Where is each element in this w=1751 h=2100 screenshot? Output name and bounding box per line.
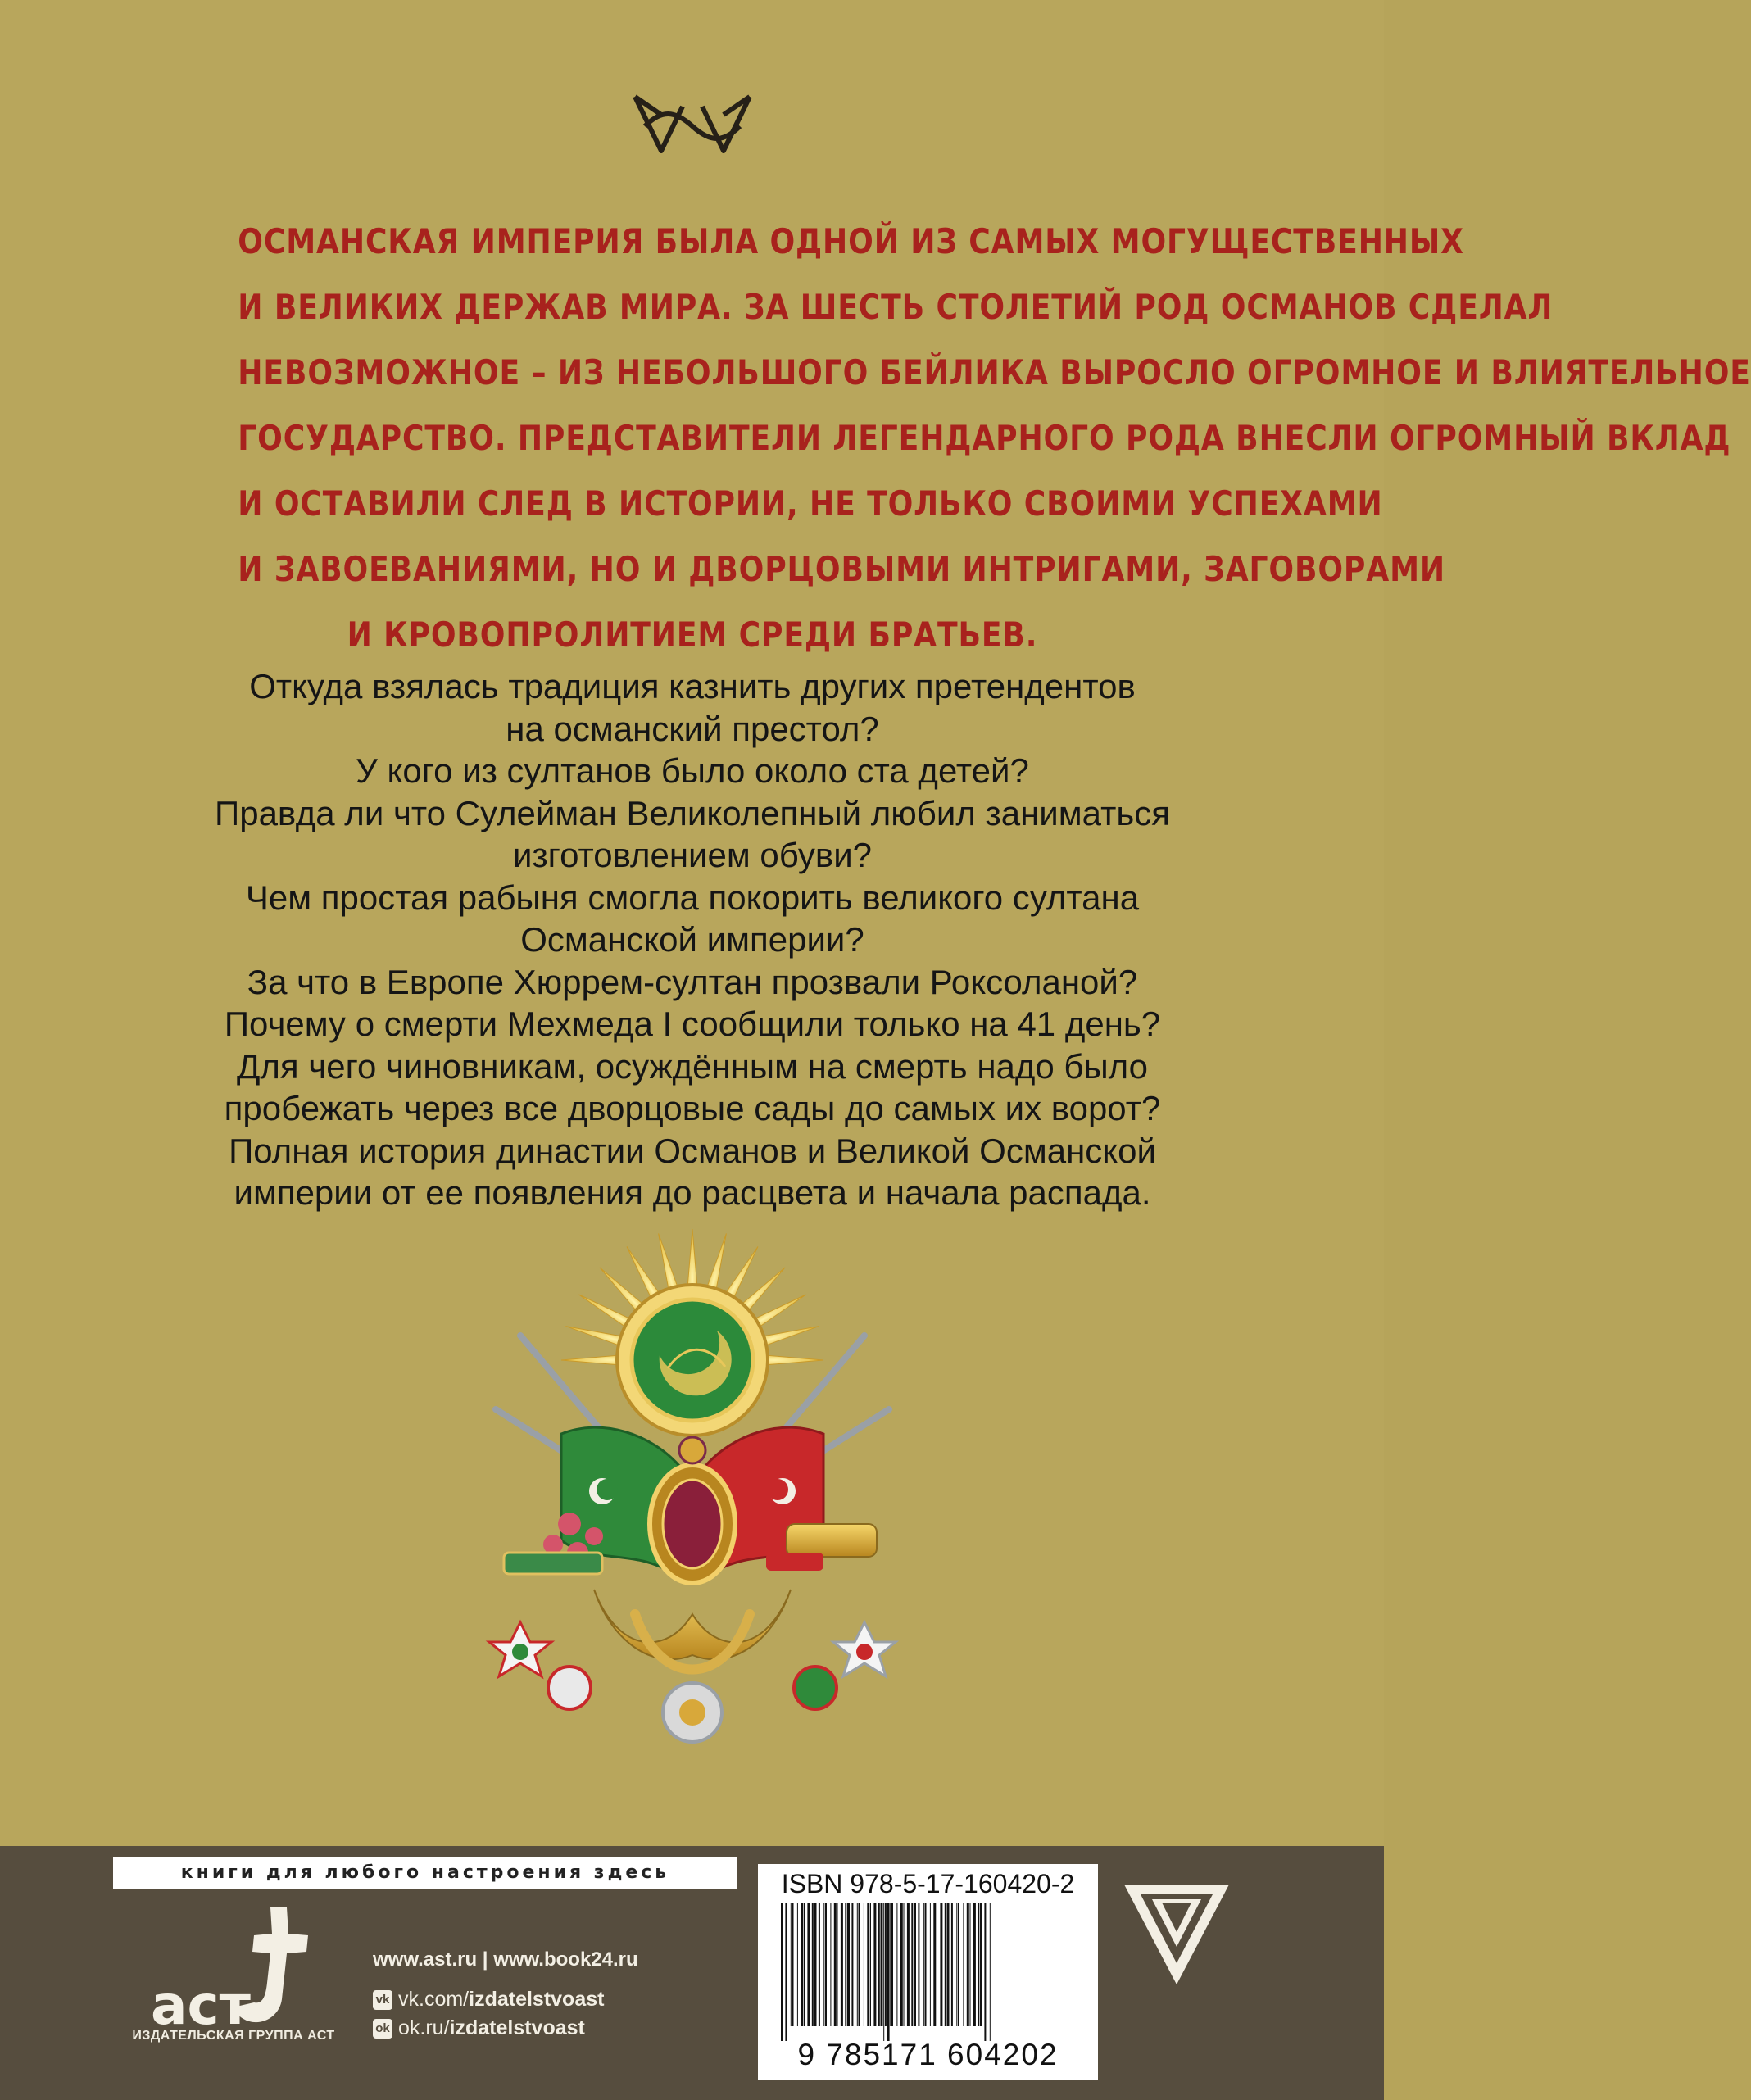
tagline: книги для любого настроения здесь [113, 1857, 737, 1889]
barcode-bar [837, 1903, 838, 2026]
blurb-line: ГОСУДАРСТВО. ПРЕДСТАВИТЕЛИ ЛЕГЕНДАРНОГО РОДА ВНЕСЛИ ОГРОМНЫЙ ВКЛАД [238, 418, 1731, 458]
barcode-bar [881, 1903, 883, 2026]
barcode-bar [814, 1903, 817, 2026]
barcode-bar [845, 1903, 846, 2026]
questions-block [164, 665, 1221, 1214]
barcode-bar [914, 1903, 916, 2026]
barcode-bar [791, 1903, 792, 2026]
publisher-logo [147, 1901, 311, 2040]
barcode-bar [847, 1903, 850, 2026]
barcode-bar [825, 1903, 827, 2026]
coat-of-arms-emblem [471, 1229, 914, 1753]
ornament-icon [628, 90, 756, 156]
barcode-bar [859, 1903, 860, 2026]
ok-prefix: ok.ru/ [398, 2016, 450, 2039]
publisher-caption: ИЗДАТЕЛЬСКАЯ ГРУППА АСТ [132, 2029, 335, 2043]
barcode-digits: 9 785171 604202 [797, 2038, 1059, 2071]
blurb-line: И КРОВОПРОЛИТИЕМ СРЕДИ БРАТЬЕВ. [347, 615, 1038, 655]
barcode-bar [870, 1903, 871, 2026]
barcode-bar [890, 1903, 891, 2026]
barcode-bar [819, 1903, 820, 2026]
barcode-bar [973, 1903, 976, 2026]
question-line: За что в Европе Хюррем-султан прозвали Роксоланой? [247, 962, 1138, 1001]
barcode-bar [857, 1903, 858, 2026]
blurb-line: И ОСТАВИЛИ СЛЕД В ИСТОРИИ, НЕ ТОЛЬКО СВОИМИ УСПЕХАМИ [238, 483, 1383, 524]
barcode-bar [933, 1903, 936, 2026]
isbn-barcode-box [758, 1864, 1098, 2080]
barcode-bar [947, 1903, 950, 2026]
barcode-bar [978, 1903, 979, 2026]
barcode-bar [785, 1903, 787, 2041]
barcode-bar [956, 1903, 957, 2026]
vk-link[interactable] [373, 1988, 638, 2012]
vk-icon: vk [373, 1990, 392, 2010]
links-block [373, 1948, 638, 2040]
barcode-bar [967, 1903, 969, 2026]
question-line: У кого из султанов было около ста детей? [356, 751, 1029, 790]
barcode-bar [958, 1903, 959, 2026]
question-line: пробежать через все дворцовые сады до самых их ворот? [224, 1089, 1161, 1127]
barcode-bar [887, 1903, 890, 2041]
description-blurb [238, 209, 1751, 668]
question-line: Почему о смерти Мехмеда I сообщили только на 41 день? [224, 1005, 1161, 1043]
vk-prefix: vk.com/ [398, 1988, 470, 2011]
barcode-bar [812, 1903, 814, 2026]
barcode-bar [963, 1903, 964, 2026]
v-imprint-logo [1119, 1881, 1234, 1988]
barcode-bar [873, 1903, 876, 2026]
barcode-bar [823, 1903, 824, 2026]
question-line: Откуда взялась традиция казнить других претендентов [249, 667, 1136, 705]
question-line: Правда ли что Сулейман Великолепный любил заниматься [215, 793, 1170, 832]
barcode-bar [984, 1903, 986, 2041]
barcode-bar [951, 1903, 953, 2026]
barcode-bar [801, 1903, 803, 2026]
ok-link[interactable] [373, 2016, 638, 2040]
question-line: Чем простая рабыня смогла покорить великого султана [245, 878, 1140, 917]
blurb-line: НЕВОЗМОЖНОЕ – ИЗ НЕБОЛЬШОГО БЕЙЛИКА ВЫРОСЛО ОГРОМНОЕ И ВЛИЯТЕЛЬНОЕ [238, 352, 1751, 392]
barcode-bar [900, 1903, 903, 2026]
blurb-line: ОСМАНСКАЯ ИМПЕРИЯ БЫЛА ОДНОЙ ИЗ САМЫХ МОГУЩЕСТВЕННЫХ [238, 221, 1464, 261]
ok-icon: ok [373, 2019, 392, 2039]
barcode-bar [834, 1903, 837, 2026]
barcode-bar [980, 1903, 982, 2026]
barcode-bar [925, 1903, 927, 2026]
barcode-bar [923, 1903, 924, 2026]
barcode-bar [904, 1903, 905, 2026]
barcode-bar [885, 1903, 887, 2026]
barcode-bar [830, 1903, 831, 2026]
question-line: империи от ее появления до расцвета и начала распада. [234, 1173, 1151, 1212]
barcode-bar [911, 1903, 913, 2026]
barcode-bar [970, 1903, 971, 2026]
barcode [776, 1903, 1083, 2041]
barcode-bar [807, 1903, 810, 2026]
barcode-bar [891, 1903, 893, 2026]
barcode-bar [804, 1903, 805, 2026]
question-line: Османской империи? [520, 920, 864, 959]
question-line: Полная история династии Османов и Великой Османской [229, 1131, 1156, 1170]
question-line: изготовлением обуви? [512, 836, 873, 874]
publisher-logo-text: аст [151, 1974, 251, 2037]
ok-handle: izdatelstvoast [449, 2016, 585, 2039]
barcode-bar [851, 1903, 853, 2026]
vk-handle: izdatelstvoast [469, 1988, 605, 2011]
isbn-number: ISBN 978-5-17-160420-2 [781, 1869, 1075, 1898]
barcode-bar [781, 1903, 783, 2041]
barcode-bar [907, 1903, 910, 2026]
question-line: Для чего чиновникам, осуждённым на смерть надо было [236, 1046, 1148, 1086]
website-links[interactable]: www.ast.ru | www.book24.ru [373, 1948, 638, 1971]
barcode-bar [930, 1903, 931, 2026]
barcode-bar [896, 1903, 897, 2026]
barcode-bar [990, 1903, 991, 2041]
barcode-bar [878, 1903, 880, 2026]
barcode-bar [883, 1903, 884, 2041]
barcode-bar [867, 1903, 869, 2026]
barcode-bar [792, 1903, 794, 2026]
barcode-bar [841, 1903, 843, 2026]
barcode-bar [918, 1903, 919, 2026]
barcode-bar [797, 1903, 798, 2026]
barcode-bar [945, 1903, 946, 2026]
blurb-line: И ЗАВОЕВАНИЯМИ, НО И ДВОРЦОВЫМИ ИНТРИГАМИ, ЗАГОВОРАМИ [238, 549, 1445, 589]
blurb-line: И ВЕЛИКИХ ДЕРЖАВ МИРА. ЗА ШЕСТЬ СТОЛЕТИЙ РОД ОСМАНОВ СДЕЛАЛ [238, 287, 1554, 327]
barcode-bar [940, 1903, 942, 2026]
question-line: на османский престол? [506, 709, 879, 748]
